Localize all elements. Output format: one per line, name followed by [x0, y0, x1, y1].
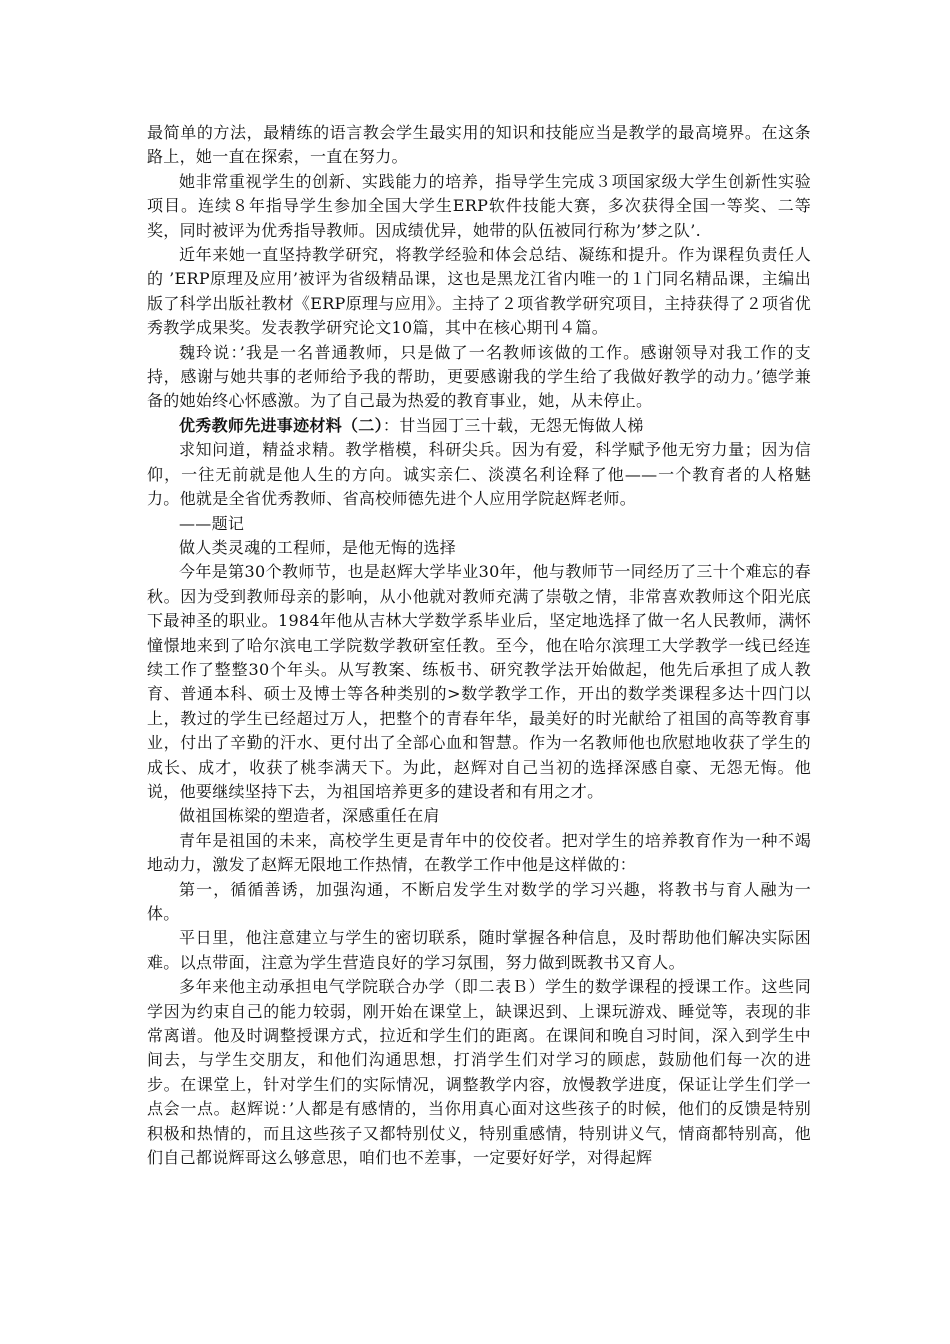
section-heading-subtitle: ：甘当园丁三十载，无怨无悔做人梯	[382, 415, 644, 435]
paragraph: 最简单的方法，最精练的语言教会学生最实用的知识和技能应当是教学的最高境界。在这条路上，她一直在探索，一直在努力。	[147, 123, 811, 167]
paragraph: 魏玲说：’我是一名普通教师，只是做了一名教师该做的工作。感谢领导对我工作的支持，感谢与她共事的老师给予我的帮助，更要感谢我的学生给了我做好教学的动力。’德学兼备的她始终心怀感激。为了自己最为热爱的教育事业，她，从未停止。	[147, 342, 811, 411]
paragraph: 青年是祖国的未来，高校学生更是青年中的佼佼者。把对学生的培养教育作为一种不竭地动力，激发了赵辉无限地工作热情，在教学工作中他是这样做的：	[147, 830, 811, 875]
document-body	[147, 121, 811, 1170]
paragraph: 多年来他主动承担电气学院联合办学（即二表Ｂ）学生的数学课程的授课工作。这些同学因为约束自己的能力较弱，刚开始在课堂上，缺课迟到、上课玩游戏、睡觉等，表现的非常离谱。他及时调整授课方式，拉近和学生们的距离。在课间和晚自习时间，深入到学生中间去，与学生交朋友，和他们沟通思想，打消学生们对学习的顾虑，鼓励他们每一次的进步。在课堂上，针对学生们的实际情况，调整教学内容，放慢教学进度，保证让学生们学一点会一点。赵辉说：’人都是有感情的，当你用真心面对这些孩子的时候，他们的反馈是特别积极和热情的，而且这些孩子又都特别仗义，特别重感情，特别讲义气，情商都特别高，他们自己都说辉哥这么够意思，咱们也不差事，一定要好好学，对得起辉	[147, 977, 811, 1168]
subheading: 做人类灵魂的工程师，是他无悔的选择	[179, 537, 457, 557]
paragraph: 求知问道，精益求精。教学楷模，科研尖兵。因为有爱，科学赋予他无穷力量；因为信仰，一往无前就是他人生的方向。诚实亲仁、淡漠名利诠释了他——一个教育者的人格魅力。他就是全省优秀教师、省高校师德先进个人应用学院赵辉老师。	[147, 440, 811, 509]
epigraph-attribution: ——题记	[179, 513, 245, 533]
paragraph: 近年来她一直坚持教学研究，将教学经验和体会总结、凝练和提升。作为课程负责任人的 ’ERP原理及应用’被评为省级精品课，这也是黑龙江省内唯一的１门同名精品课，主编出版了科学出版社教材《ERP原理与应用》。主持了２项省教学研究项目，主持获得了２项省优秀教学成果奖。发表教学研究论文10篇，其中在核心期刊４篇。	[147, 245, 811, 338]
paragraph: 今年是第30个教师节，也是赵辉大学毕业30年，他与教师节一同经历了三十个难忘的春秋。因为受到教师母亲的影响，从小他就对教师充满了崇敬之情，非常喜欢教师这个阳光底下最神圣的职业。1984年他从吉林大学数学系毕业后，坚定地选择了做一名人民教师，满怀憧憬地来到了哈尔滨电工学院数学教研室任教。至今，他在哈尔滨理工大学教学一线已经连续工作了整整30个年头。从写教案、练板书、研究教学法开始做起，他先后承担了成人教育、普通本科、硕士及博士等各种类别的>数学教学工作，开出的数学类课程多达十四门以上，教过的学生已经超过万人，把整个的青春年华，最美好的时光献给了祖国的高等教育事业，付出了辛勤的汗水、更付出了全部心血和智慧。作为一名教师他也欣慰地收获了学生的成长、成才，收获了桃李满天下。为此，赵辉对自己当初的选择深感自豪、无怨无悔。他说，他要继续坚持下去，为祖国培养更多的建设者和有用之才。	[147, 562, 811, 801]
paragraph: 第一，循循善诱，加强沟通，不断启发学生对数学的学习兴趣，将教书与育人融为一体。	[147, 879, 811, 923]
section-heading	[147, 414, 811, 438]
section-heading-title: 优秀教师先进事迹材料（二）	[179, 415, 383, 435]
subheading: 做祖国栋梁的塑造者，深感重任在肩	[179, 806, 440, 826]
paragraph: 平日里，他注意建立与学生的密切联系，随时掌握各种信息，及时帮助他们解决实际困难。以点带面，注意为学生营造良好的学习氛围，努力做到既教书又育人。	[147, 928, 811, 972]
paragraph: 她非常重视学生的创新、实践能力的培养，指导学生完成３项国家级大学生创新性实验项目。连续８年指导学生参加全国大学生ERP软件技能大赛，多次获得全国一等奖、二等奖，同时被评为优秀指导教师。因成绩优异，她带的队伍被同行称为’梦之队’.	[147, 171, 811, 240]
